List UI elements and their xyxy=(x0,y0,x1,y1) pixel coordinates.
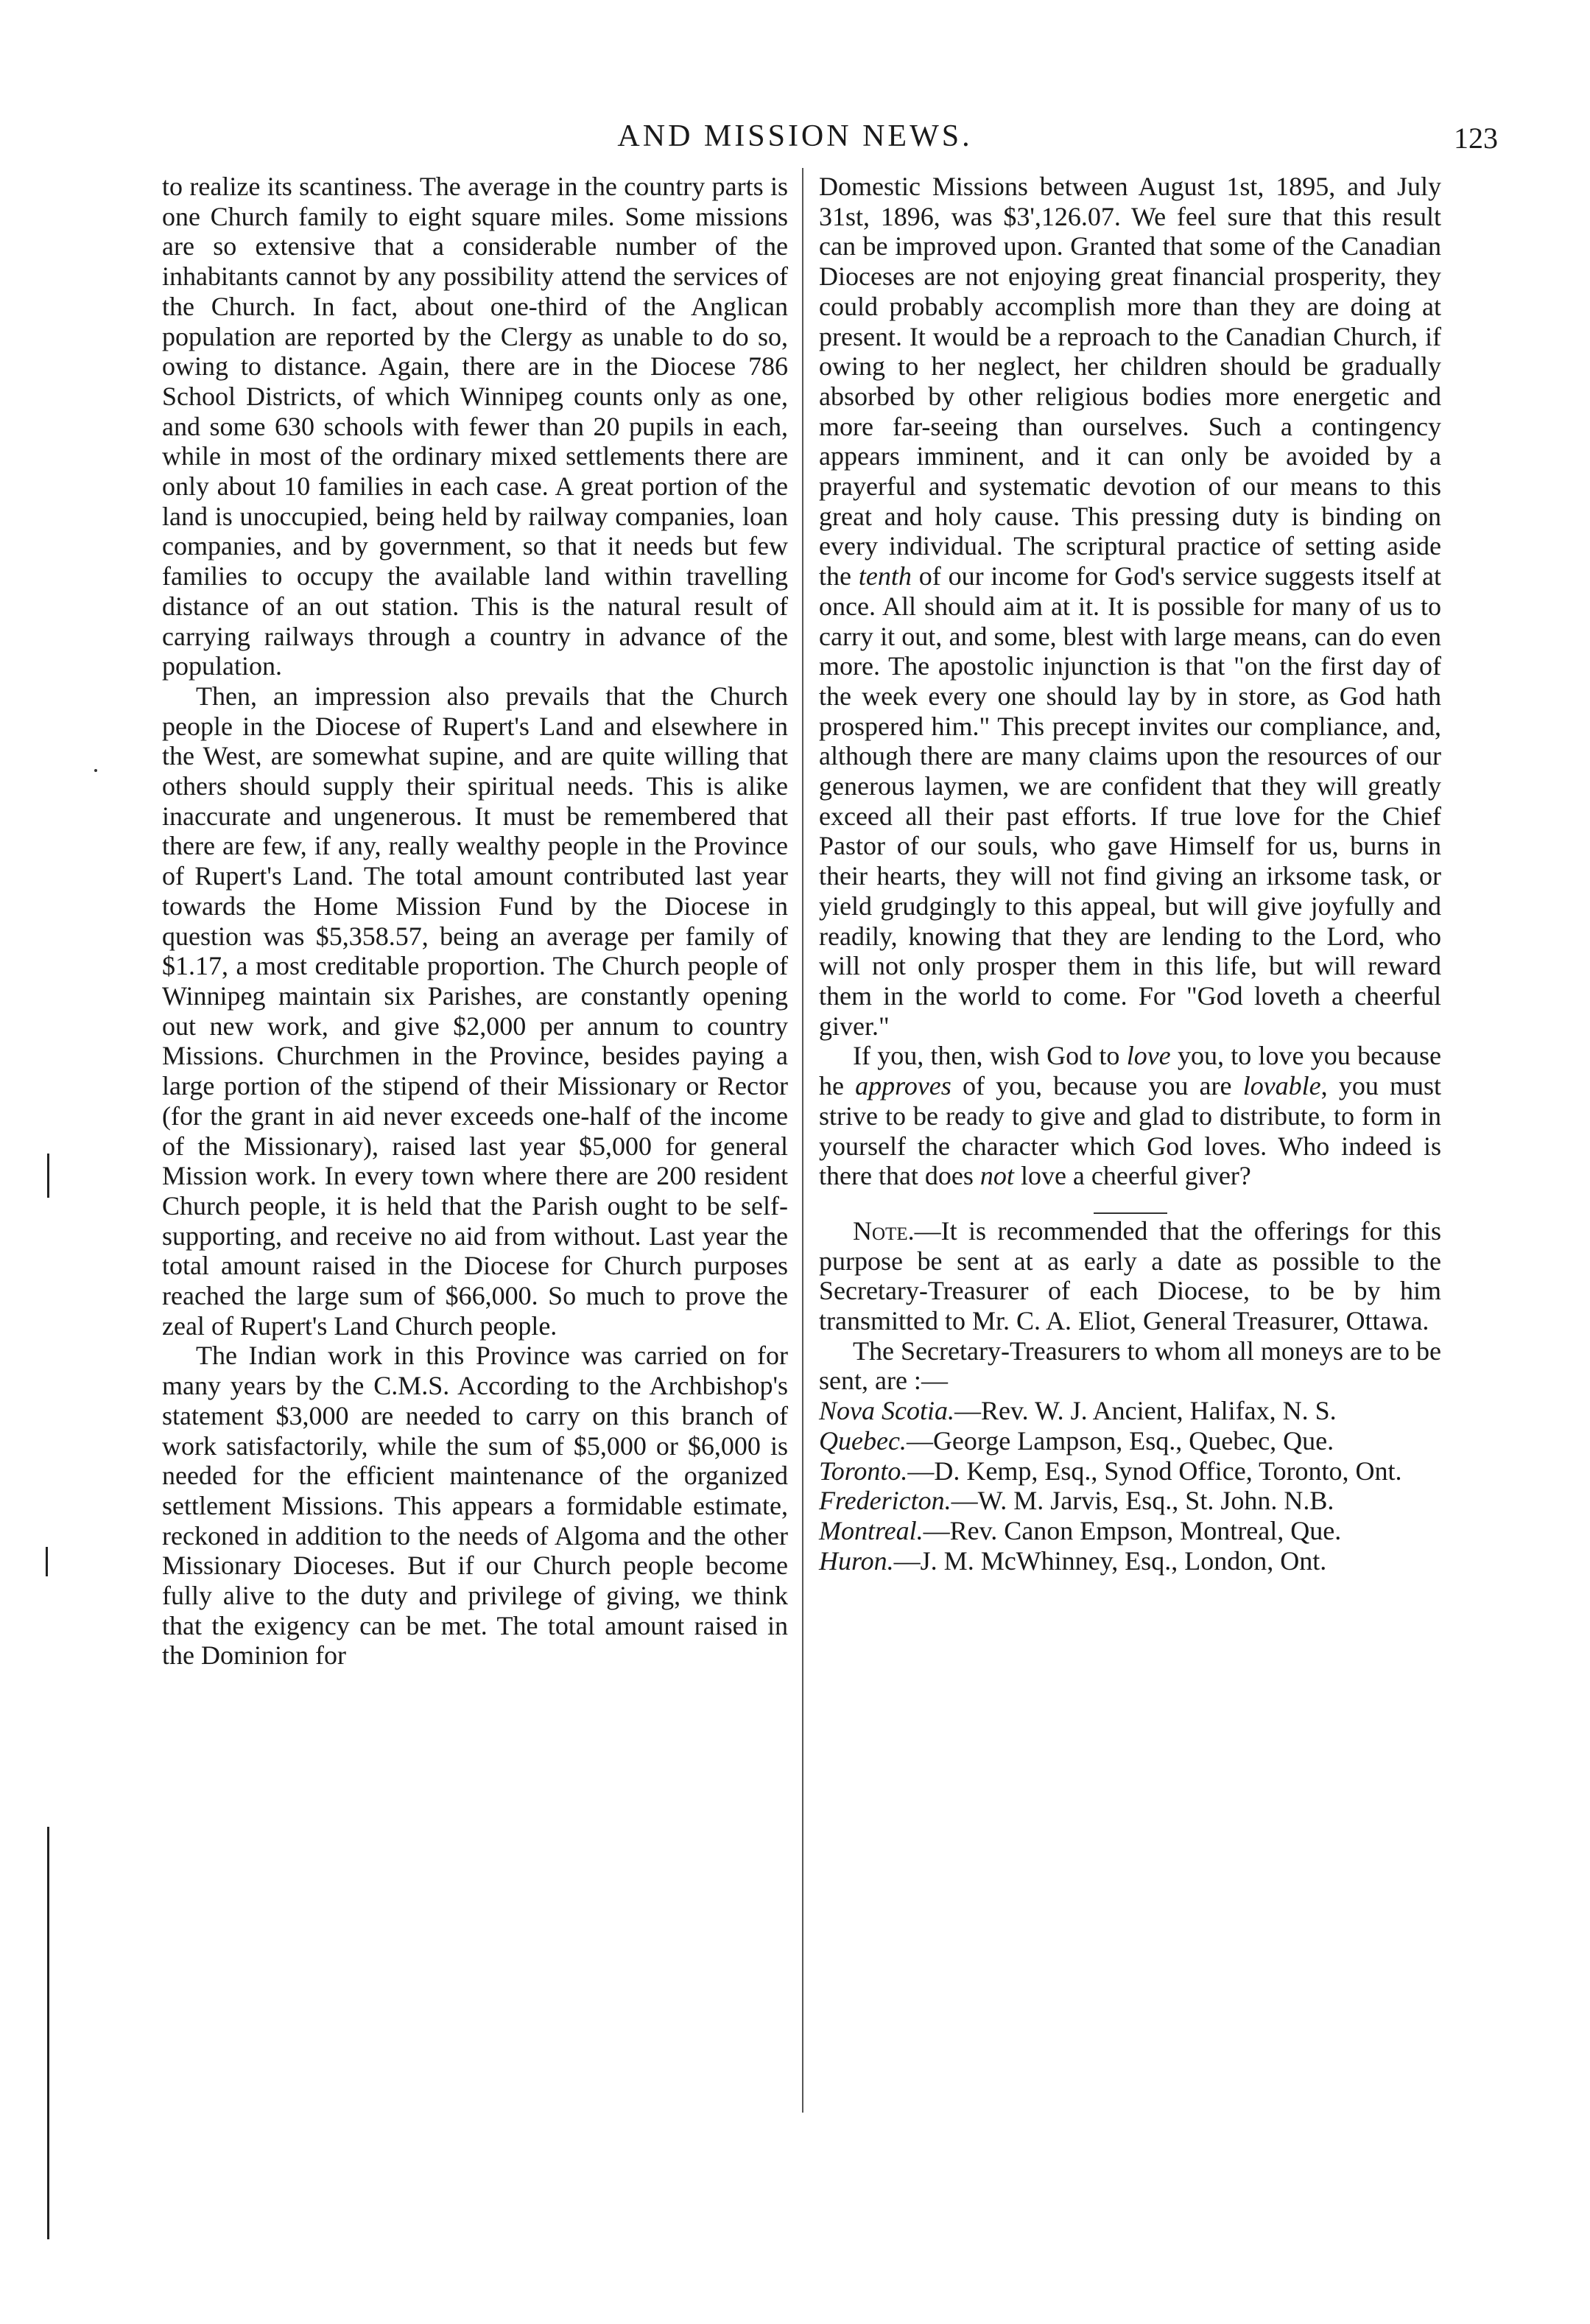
diocese-name: Nova Scotia. xyxy=(819,1396,954,1426)
right-column xyxy=(819,172,1441,1576)
treasurer-name: —J. M. McWhinney, Esq., London, Ont. xyxy=(893,1545,1327,1576)
treasurer-entry xyxy=(819,1396,1441,1426)
emphasis: not xyxy=(979,1161,1014,1191)
text-run: love a cheerful giver? xyxy=(1013,1161,1251,1191)
text-run: you, to love you because he xyxy=(819,1041,1442,1101)
emphasis: love xyxy=(1126,1041,1171,1071)
diocese-name: Toronto. xyxy=(819,1456,908,1486)
treasurer-entry xyxy=(819,1546,1441,1576)
paragraph: The Indian work in this Province was carried on for many years by the C.M.S. According to the Archbishop's statement $3,000 are needed to carry on this branch of work satisfactorily, while the sum of $5,000 or $6,000 is needed for the efficient maintenance of the organized settlement Missions. This appears a formidable estimate, reckoned in addition to the needs of Algoma and the other Missionary Dioceses. But if our Church people become fully alive to the duty and privilege of giving, we think that the exigency can be met. The total amount raised in the Dominion for xyxy=(162,1341,788,1671)
scan-margin-mark xyxy=(47,1154,49,1198)
paragraph xyxy=(819,172,1441,1041)
text-run: of you, because you are xyxy=(951,1071,1243,1101)
text-run: Domestic Missions between August 1st, 1895, and July 31st, 1896, was $3',126.07. We feel sure that this result can be improved upon. Granted that some of the Canadian Dioceses are not enjoying great financial prosperity, they could probably accomplish more than they are doing at present. It would be a reproach to the Canadian Church, if owing to her neglect, her children should be gradually absorbed by other religious bodies more energetic and more far-seeing than ourselves. Such a contingency appears imminent, and it can only be avoided by a prayerful and systematic devotion of our means to this great and holy cause. This pressing duty is binding on every individual. The scriptural practice of setting aside the xyxy=(819,172,1441,591)
note-text: —It is recommended that the offerings for this purpose be sent at as early a date as possible to the Secretary-Treasurer of each Diocese, to be by him transmitted to Mr. C. A. Eliot, General Treasurer, Ottawa. xyxy=(819,1215,1441,1336)
scan-margin-mark xyxy=(47,1827,49,2239)
scan-margin-mark xyxy=(46,1547,48,1576)
text-run: , you must strive to be ready to give and glad to distribute, to form in yourself the character which God loves. Who indeed is there that does xyxy=(819,1071,1442,1191)
paragraph xyxy=(819,1041,1441,1191)
left-column xyxy=(162,172,788,1671)
diocese-name: Fredericton. xyxy=(819,1486,951,1516)
scan-speck xyxy=(94,769,97,772)
running-header: AND MISSION NEWS. xyxy=(617,119,973,153)
treasurer-name: —W. M. Jarvis, Esq., St. John. N.B. xyxy=(951,1486,1334,1516)
emphasis: lovable xyxy=(1242,1071,1321,1101)
treasurer-entry xyxy=(819,1486,1441,1516)
treasurer-entry xyxy=(819,1456,1441,1486)
section-separator xyxy=(819,1196,1441,1210)
treasurer-entry xyxy=(819,1516,1441,1546)
treasurer-name: —D. Kemp, Esq., Synod Office, Toronto, Ont. xyxy=(907,1456,1402,1486)
emphasis: approves xyxy=(855,1071,951,1101)
paragraph: Then, an impression also prevails that the Church people in the Diocese of Rupert's Land and elsewhere in the West, are somewhat supine, and are quite willing that others should supply their spiritual needs. This is alike inaccurate and ungenerous. It must be remembered that there are few, if any, really wealthy people in the Province of Rupert's Land. The total amount contributed last year towards the Home Mission Fund by the Diocese in question was $5,358.57, being an average per family of $1.17, a most creditable proportion. The Church people of Winnipeg maintain six Parishes, are constantly opening out new work, and give $2,000 per annum to country Missions. Churchmen in the Province, besides paying a large portion of the stipend of their Missionary or Rector (for the grant in aid never exceeds one-half of the income of the Missionary), raised last year $5,000 for general Mission work. In every town where there are 200 resident Church people, it is held that the Parish ought to be self-supporting, and receive no aid from without. Last year the total amount raised in the Diocese for Church purposes reached the large sum of $66,000. So much to prove the zeal of Rupert's Land Church people. xyxy=(162,681,788,1341)
page-number: 123 xyxy=(1454,122,1498,155)
diocese-name: Montreal. xyxy=(819,1515,924,1545)
treasurer-name: —George Lampson, Esq., Quebec, Que. xyxy=(906,1425,1334,1456)
text-run: If you, then, wish God to xyxy=(853,1041,1127,1071)
treasurer-name: —Rev. W. J. Ancient, Halifax, N. S. xyxy=(954,1396,1337,1426)
note-label: Note. xyxy=(853,1215,915,1246)
paragraph: to realize its scantiness. The average in the country parts is one Church family to eight square miles. Some missions are so extensive that a considerable number of the inhabitants cannot by any possibility attend the services of the Church. In fact, about one-third of the Anglican population are reported by the Clergy as unable to do so, owing to distance. Again, there are in the Diocese 786 School Districts, of which Winnipeg counts only as one, and some 630 schools with fewer than 20 pupils in each, while in most of the ordinary mixed settlements there are only about 10 families in each case. A great portion of the land is unoccupied, being held by railway companies, loan companies, and by government, so that it needs but few families to occupy the available land within travelling distance of an out station. This is the natural result of carrying railways through a country in advance of the population. xyxy=(162,172,788,681)
treasurer-name: —Rev. Canon Empson, Montreal, Que. xyxy=(923,1515,1342,1545)
diocese-name: Huron. xyxy=(819,1545,894,1576)
diocese-name: Quebec. xyxy=(819,1425,907,1456)
treasurers-intro: The Secretary-Treasurers to whom all moneys are to be sent, are :— xyxy=(819,1335,1441,1396)
column-divider xyxy=(802,168,803,2113)
treasurer-entry xyxy=(819,1426,1441,1456)
text-run: of our income for God's service suggests itself at once. All should aim at it. It is possible for many of us to carry it out, and some, blest with large means, can do even more. The apostolic injunction is that "on the first day of the week every one should lay by in store, as God hath prospered him." This precept invites our compliance, and, although there are many claims upon the resources of our generous laymen, we are confident that they will greatly exceed all their past efforts. If true love for the Chief Pastor of our souls, who gave Himself for us, burns in their hearts, they will not find giving an irksome task, or yield grudgingly to this appeal, but will give joyfully and readily, knowing that they are lending to the Lord, who will not only prosper them in this life, but will reward them in the world to come. For "God loveth a cheerful giver." xyxy=(819,561,1441,1041)
note-paragraph xyxy=(819,1216,1441,1336)
emphasis: tenth xyxy=(858,561,912,591)
